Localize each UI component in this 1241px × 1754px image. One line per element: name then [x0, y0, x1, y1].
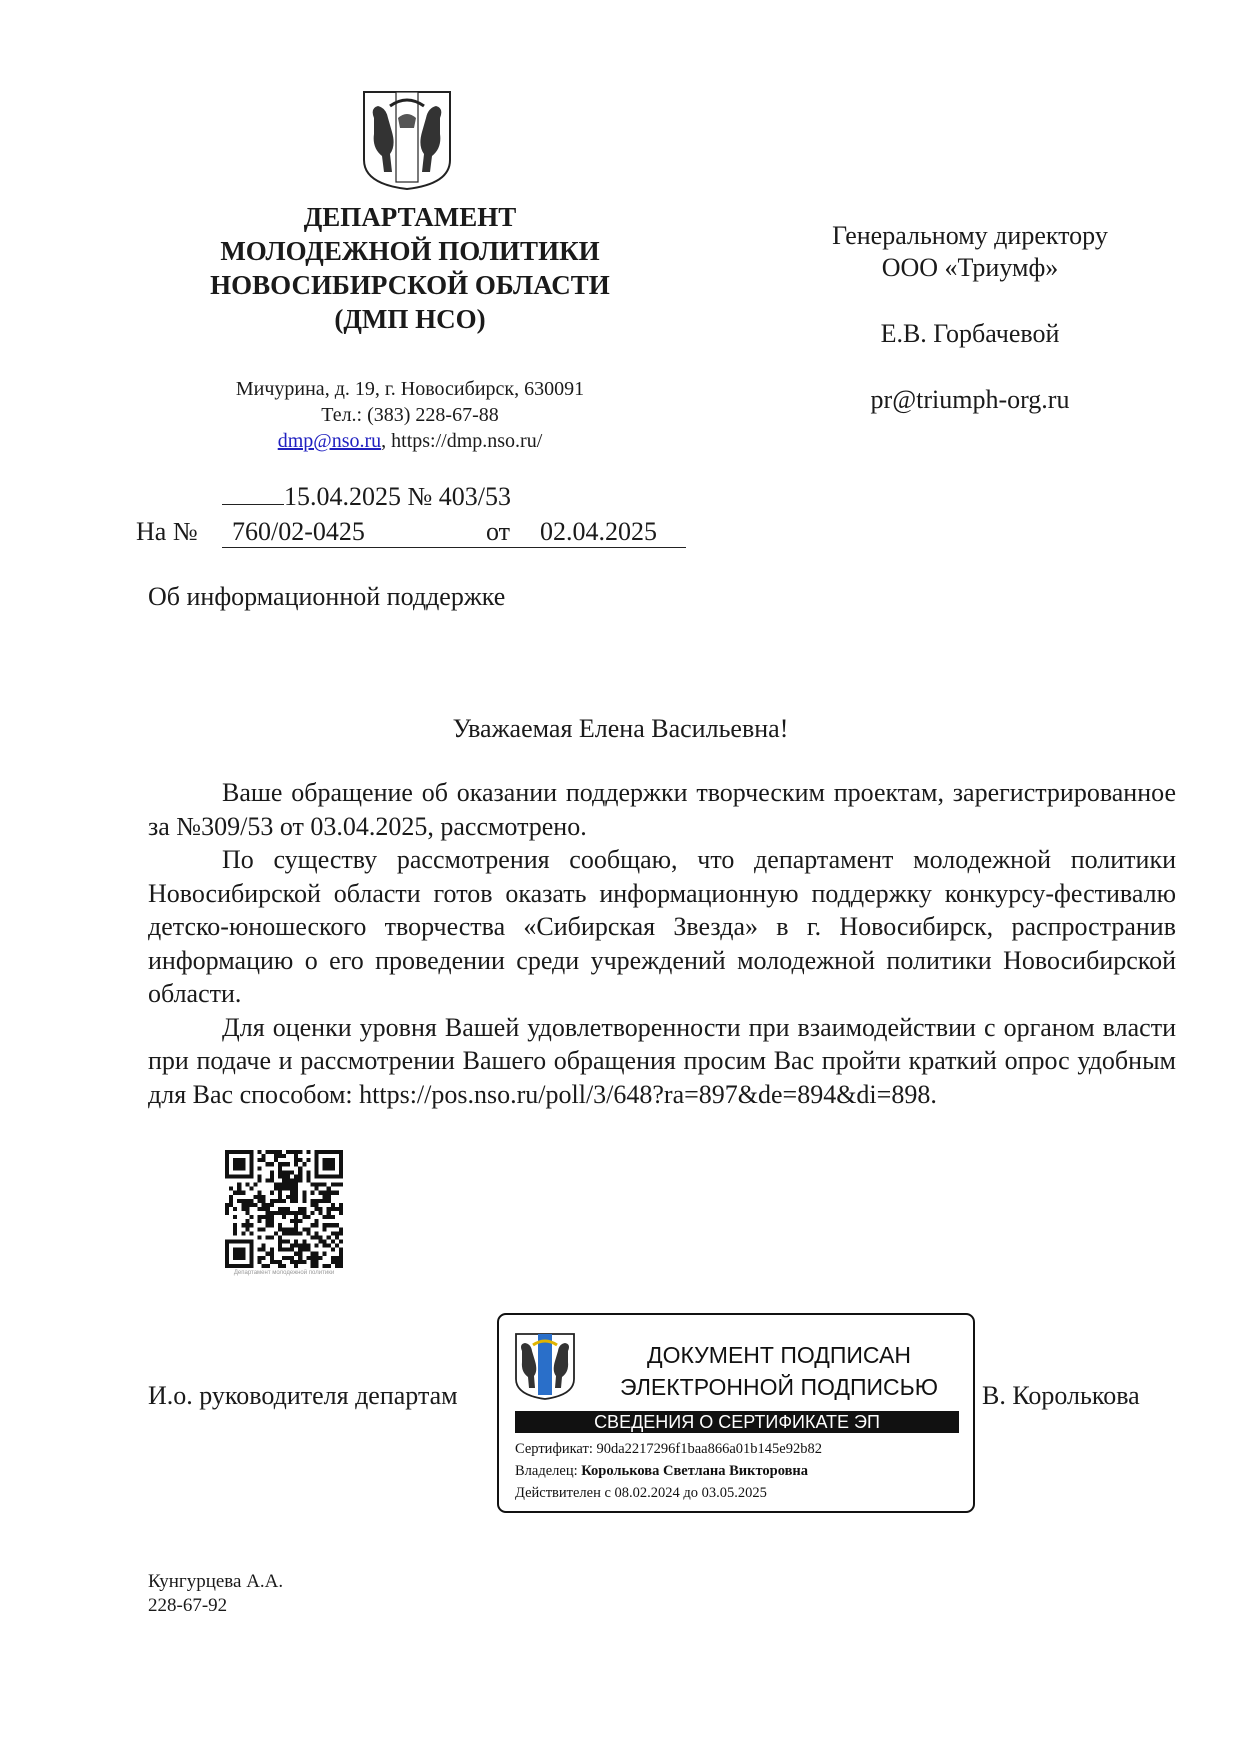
outgoing-reg-line	[222, 482, 511, 512]
executor-block	[148, 1570, 283, 1618]
body-paragraph: Ваше обращение об оказании поддержки творческим проектам, зарегистрированное за №309/53 от 03.04.2025, рассмотрено.	[148, 778, 1176, 841]
department-name-line: ДЕПАРТАМЕНТ	[303, 202, 517, 232]
stamp-owner-label: Владелец:	[515, 1463, 582, 1479]
recipient-name: Е.В. Горбачевой	[880, 319, 1060, 348]
stamp-title	[594, 1339, 964, 1403]
signatory-name: В. Королькова	[982, 1381, 1140, 1410]
e-signature-stamp	[497, 1313, 975, 1513]
stamp-title-line: ЭЛЕКТРОННОЙ ПОДПИСЬЮ	[620, 1374, 938, 1400]
reference-from: от	[486, 517, 511, 546]
stamp-cert-value: 90da2217296f1baa866a01b145e92b82	[596, 1441, 822, 1457]
reference-line	[136, 517, 198, 547]
letter-body	[148, 776, 1176, 1111]
outgoing-reg-number: 15.04.2025 № 403/53	[284, 482, 512, 511]
body-paragraph: По существу рассмотрения сообщаю, что департамент молодежной политики Новосибирской области готов оказать информационную поддержку конкурсу-фестивалю детско-юношеского творчества «Сибирская Звезда» в г. Новосибирск, распространив информацию о его проведении среди учреждений молодежной политики Новосибирской области.	[148, 845, 1176, 1008]
stamp-cert-label: Сертификат:	[515, 1441, 597, 1457]
reference-date: 02.04.2025	[540, 517, 657, 546]
qr-caption: Департамент молодежной политики	[233, 1270, 335, 1276]
stamp-title-line: ДОКУМЕНТ ПОДПИСАН	[647, 1342, 911, 1368]
body-paragraph: Для оценки уровня Вашей удовлетворенности при взаимодействии с органом власти при подаче и рассмотрении Вашего обращения просим Вас пройти краткий опрос удобным для Вас способом: https://pos.nso.ru/poll/3/648?ra=897&de=894&di=898.	[148, 1012, 1176, 1109]
department-name-line: НОВОСИБИРСКОЙ ОБЛАСТИ	[210, 270, 610, 300]
department-contacts	[140, 376, 680, 454]
department-email-link[interactable]: dmp@nso.ru	[277, 430, 382, 452]
department-name-line: (ДМП НСО)	[334, 304, 486, 334]
department-web-line	[140, 428, 680, 454]
stamp-certificate	[515, 1441, 822, 1458]
department-address: Мичурина, д. 19, г. Новосибирск, 630091	[235, 378, 585, 400]
department-name-line: МОЛОДЕЖНОЙ ПОЛИТИКИ	[220, 236, 600, 266]
recipient-title: Генеральному директору	[832, 221, 1108, 250]
recipient-email: pr@triumph-org.ru	[870, 385, 1070, 414]
stamp-owner-value: Королькова Светлана Викторовна	[581, 1463, 809, 1479]
reference-prefix: На №	[136, 517, 198, 546]
recipient-company: ООО «Триумф»	[881, 253, 1059, 282]
department-website: , https://dmp.nso.ru/	[381, 430, 543, 452]
executor-phone: 228-67-92	[148, 1595, 228, 1616]
stamp-owner	[515, 1463, 808, 1480]
qr-code-icon	[225, 1150, 343, 1268]
qr-finder-square	[323, 1158, 335, 1170]
executor-name: Кунгурцева А.А.	[148, 1571, 284, 1592]
qr-finder-square	[233, 1248, 245, 1260]
qr-finder-square	[233, 1158, 245, 1170]
stamp-cert-header: СВЕДЕНИЯ О СЕРТИФИКАТЕ ЭП	[515, 1411, 959, 1433]
department-name	[140, 200, 680, 336]
department-phone: Тел.: (383) 228-67-88	[321, 404, 499, 426]
reference-underline	[222, 517, 686, 548]
signatory-position: И.о. руководителя департам	[148, 1381, 458, 1410]
stamp-validity: Действителен с 08.02.2024 до 03.05.2025	[515, 1485, 767, 1501]
greeting: Уважаемая Елена Васильевна!	[452, 714, 789, 743]
reference-number: 760/02-0425	[232, 517, 365, 546]
letter-subject: Об информационной поддержке	[148, 582, 506, 611]
coat-of-arms-icon	[360, 88, 454, 192]
recipient-block	[740, 220, 1200, 416]
stamp-coat-of-arms-icon	[513, 1331, 577, 1401]
